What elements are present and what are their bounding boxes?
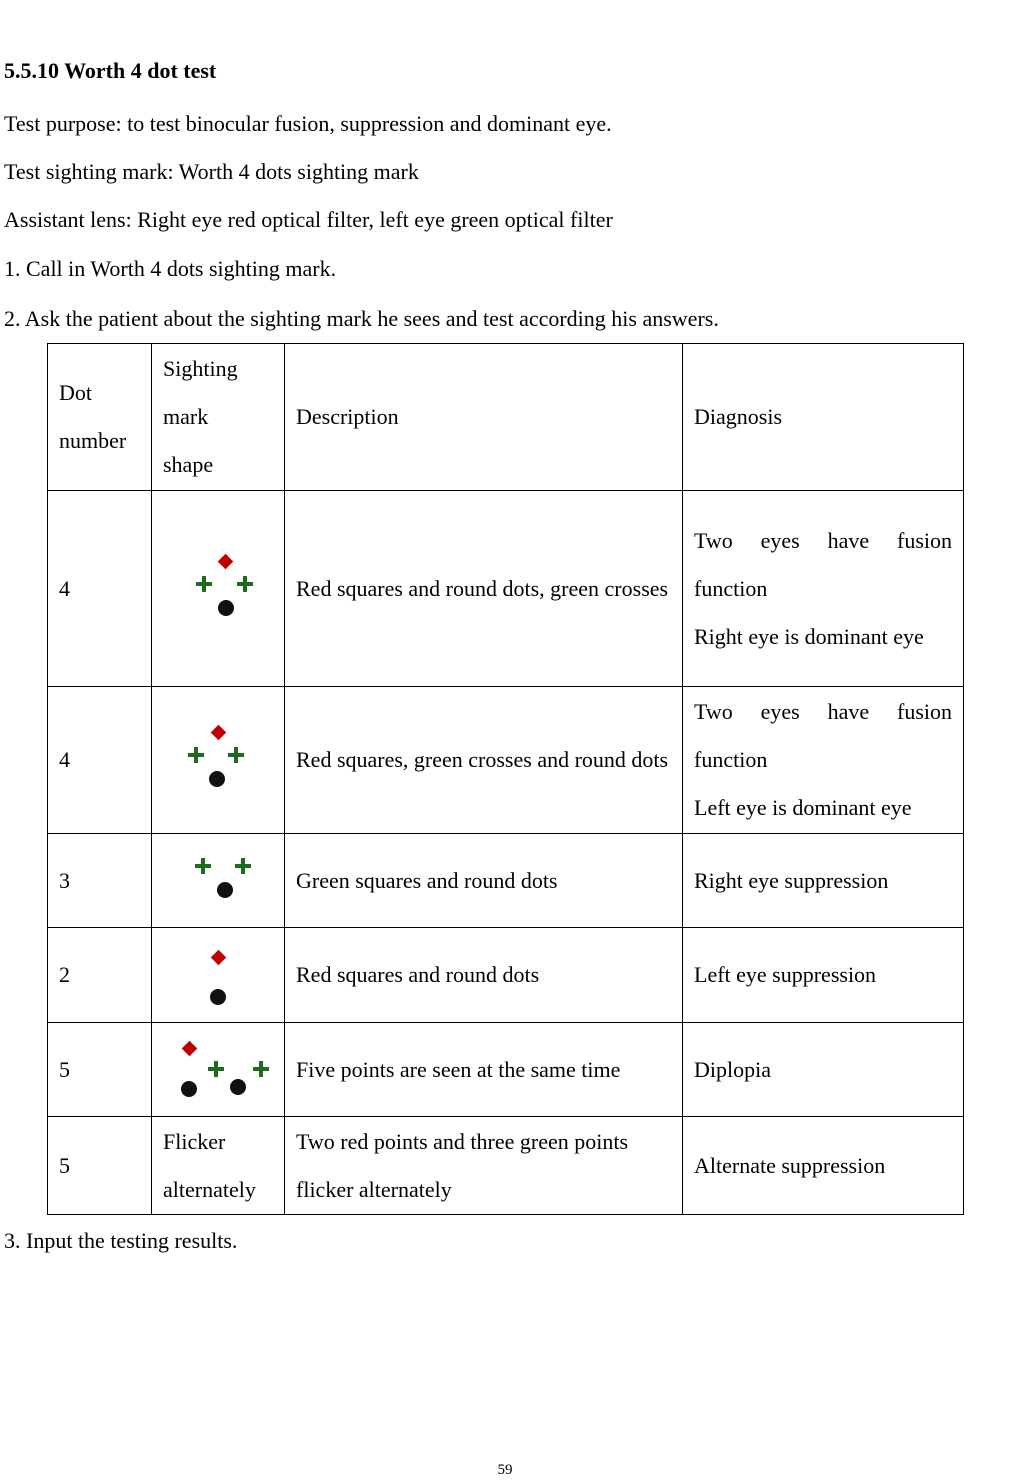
diagnosis-line: Two eyes have fusion function — [694, 527, 952, 601]
shape-text-line: alternately — [163, 1176, 256, 1202]
header-diagnosis: Diagnosis — [683, 344, 964, 491]
table-row — [48, 928, 964, 1023]
header-shape-line3: shape — [163, 452, 214, 477]
header-dot-number-line2: number — [59, 428, 127, 453]
description: Red squares and round dots — [285, 928, 683, 1023]
page-number: 59 — [497, 1462, 513, 1478]
step-2: 2. Ask the patient about the sighting mark he sees and test according his answers. — [4, 306, 719, 331]
diagnosis-line: Right eye is dominant eye — [694, 623, 924, 649]
sighting-mark-shape — [152, 834, 285, 928]
shape-text-line: Flicker — [163, 1128, 226, 1154]
worth-2-dot-mark-icon — [173, 939, 263, 1011]
dot-number: 5 — [48, 1117, 152, 1215]
dot-number: 4 — [48, 491, 152, 687]
diagnosis-line: Alternate suppression — [694, 1152, 886, 1178]
header-dot-number — [48, 344, 152, 491]
worth-4-dot-mark-icon — [173, 720, 263, 800]
worth-5-dot-mark-icon — [163, 1034, 273, 1106]
test-sighting-mark: Test sighting mark: Worth 4 dots sighting mark — [4, 159, 419, 184]
description: Red squares and round dots, green crosses — [285, 491, 683, 687]
sighting-mark-shape — [152, 1117, 285, 1215]
diagnosis — [683, 491, 964, 687]
table-row — [48, 834, 964, 928]
assistant-lens: Assistant lens: Right eye red optical filter, left eye green optical filter — [4, 207, 613, 232]
sighting-mark-shape — [152, 491, 285, 687]
dot-number: 5 — [48, 1023, 152, 1117]
diagnosis-line: Left eye suppression — [694, 962, 877, 987]
header-shape — [152, 344, 285, 491]
header-dot-number-line1: Dot — [59, 380, 92, 405]
diagnosis — [683, 687, 964, 834]
table-row — [48, 1023, 964, 1117]
description: Green squares and round dots — [285, 834, 683, 928]
diagnosis — [683, 1023, 964, 1117]
description: Two red points and three green points flicker alternately — [285, 1117, 683, 1215]
sighting-mark-shape — [152, 1023, 285, 1117]
diagnosis-line: Diplopia — [694, 1056, 771, 1082]
description: Five points are seen at the same time — [285, 1023, 683, 1117]
table-row — [48, 1117, 964, 1215]
diagnosis — [683, 1117, 964, 1215]
diagnosis — [683, 928, 964, 1023]
test-purpose: Test purpose: to test binocular fusion, suppression and dominant eye. — [4, 111, 612, 136]
header-shape-line1: Sighting — [163, 356, 238, 381]
header-description: Description — [285, 344, 683, 491]
diagnosis — [683, 834, 964, 928]
dot-number: 3 — [48, 834, 152, 928]
sighting-mark-shape — [152, 928, 285, 1023]
step-3: 3. Input the testing results. — [4, 1228, 238, 1253]
worth-dot-table — [47, 343, 964, 1215]
worth-3-dot-mark-icon — [173, 853, 263, 909]
diagnosis-line: Right eye suppression — [694, 867, 889, 893]
dot-number: 4 — [48, 687, 152, 834]
diagnosis-line: Two eyes have fusion function — [694, 699, 952, 772]
dot-number: 2 — [48, 928, 152, 1023]
table-row — [48, 491, 964, 687]
description: Red squares, green crosses and round dots — [285, 687, 683, 834]
diagnosis-line: Left eye is dominant eye — [694, 795, 912, 820]
table-row — [48, 687, 964, 834]
sighting-mark-shape — [152, 687, 285, 834]
worth-4-dot-mark-icon — [173, 549, 263, 629]
section-title: 5.5.10 Worth 4 dot test — [4, 58, 217, 83]
header-shape-line2: mark — [163, 404, 209, 429]
table-header-row — [48, 344, 964, 491]
step-1: 1. Call in Worth 4 dots sighting mark. — [4, 256, 337, 281]
